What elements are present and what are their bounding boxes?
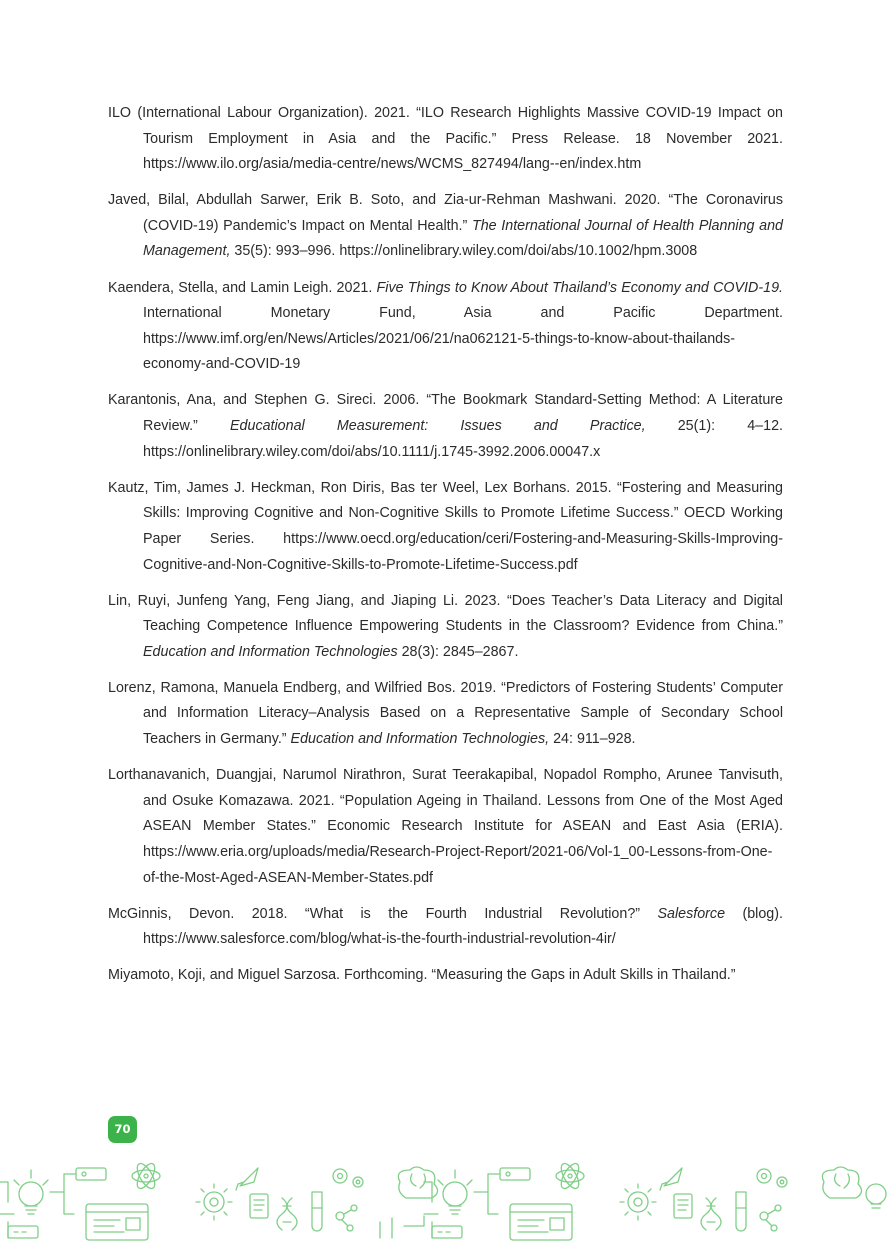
test-tube-icon (312, 1192, 322, 1231)
gears-icon (333, 1169, 363, 1187)
lightbulb-icon (14, 1170, 48, 1214)
reference-entry: Javed, Bilal, Abdullah Sarwer, Erik B. Soto, and Zia-ur-Rehman Mashwani. 2020. “The Coronavirus (COVID-19) Pandemic’s Impact on Mental Health.” The International Journal of Health Planning and Management, 35(5): 993–996. https://onlinelibrary.wiley.com/doi/abs/10.1002/hpm.3008 (108, 192, 784, 260)
footer-decoration (0, 1152, 891, 1242)
reference-list (108, 101, 783, 999)
reference-entry: ILO (International Labour Organization). 2021. “ILO Research Highlights Massive COVID-19 Impact on Tourism Employment in Asia and the Pacific.” Press Release. 18 November 2021. https://www.ilo.org/asia/media-centre/news/WCMS_827494/lang--en/index.htm (108, 105, 783, 173)
reference-entry: Kautz, Tim, James J. Heckman, Ron Diris, Bas ter Weel, Lex Borhans. 2015. “Fostering and Measuring Skills: Improving Cognitive and Non-Cognitive Skills to Promote Lifetime Success.” OECD Working Paper Series. https://www.oecd.org/education/ceri/Fostering-and-Measuring-Skills-Improving-Cognitive-and-Non-Cognitive-Skills-to-Promote-Lifetime-Success.pdf (108, 479, 783, 573)
dna-icon (277, 1198, 297, 1230)
page-number-badge: 70 (108, 1116, 137, 1143)
reference-entry: Lin, Ruyi, Junfeng Yang, Feng Jiang, and Jiaping Li. 2023. “Does Teacher’s Data Literacy and Digital Teaching Competence Influence Empowering Students in the Classroom? Evidence from China.” Education and Information Technologies 28(3): 2845–2867. (108, 592, 783, 660)
reference-entry: Lorthanavanich, Duangjai, Narumol Nirathron, Surat Teerakapibal, Nopadol Rompho, Arunee Tanvisuth, and Osuke Komazawa. 2021. “Population Ageing in Thailand. Lessons from One of the Most Aged ASEAN Member States.” Economic Research Institute for ASEAN and East Asia (ERIA). https://www.eria.org/uploads/media/Research-Project-Report/2021-06/Vol-1_00-Lessons-from-One-of-the-Most-Aged-ASEAN-Member-States.pdf (108, 767, 783, 886)
reference-entry: Miyamoto, Koji, and Miguel Sarzosa. Forthcoming. “Measuring the Gaps in Adult Skills in Thailand.” (108, 967, 736, 984)
footer-pattern-right (424, 1161, 886, 1240)
reference-entry: McGinnis, Devon. 2018. “What is the Fourth Industrial Revolution?” Salesforce (blog). https://www.salesforce.com/blog/what-is-the-fourth-industrial-revolution-4ir/ (108, 905, 783, 948)
rocket-icon (236, 1168, 258, 1190)
atom-icon (132, 1161, 160, 1191)
browser-window-icon (86, 1204, 148, 1240)
molecule-icon (336, 1205, 357, 1231)
footer-pattern-left (0, 1161, 438, 1240)
gear-icon (196, 1184, 232, 1220)
reference-entry: Kaendera, Stella, and Lamin Leigh. 2021. Five Things to Know About Thailand’s Economy and COVID-19. International Monetary Fund, Asia and Pacific Department. https://www.imf.org/en/News/Articles/2021/06/21/na062121-5-things-to-know-about-thailands-economy-and-COVID-19 (108, 279, 783, 373)
reference-entry: Karantonis, Ana, and Stephen G. Sireci. 2006. “The Bookmark Standard-Setting Method: A Literature Review.” Educational Measurement: Issues and Practice, 25(1): 4–12. https://onlinelibrary.wiley.com/doi/abs/10.1111/j.1745-3992.2006.00047.x (108, 392, 784, 460)
document-icon (250, 1194, 268, 1218)
reference-entry: Lorenz, Ramona, Manuela Endberg, and Wilfried Bos. 2019. “Predictors of Fostering Students’ Computer and Information Literacy–Analysis Based on a Representative Sample of Secondary School Teachers in Germany.” Education and Information Technologies, 24: 911–928. (108, 679, 783, 748)
